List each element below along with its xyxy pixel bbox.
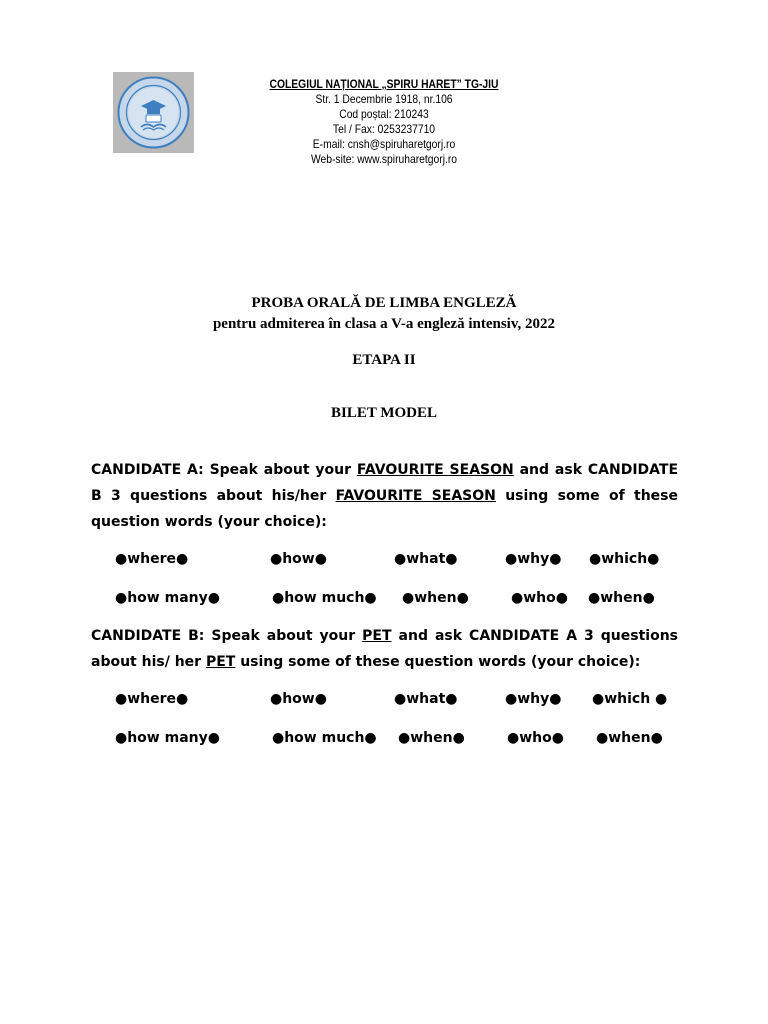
question-word: ●what● <box>394 691 458 707</box>
question-word: ●where● <box>115 551 189 567</box>
question-word: ●when● <box>398 730 465 746</box>
question-word: ●how many● <box>115 730 220 746</box>
candidate-a-instructions: CANDIDATE A: Speak about your FAVOURITE SEASON and ask CANDIDATE B 3 questions about his/her FAVOURITE SEASON using some of these question words (your choice): <box>91 462 679 530</box>
school-address: Str. 1 Decembrie 1918, nr.106 <box>315 92 453 106</box>
question-word: ●how much● <box>272 590 377 606</box>
email: E-mail: cnsh@spiruharetgorj.ro <box>312 137 456 151</box>
candidate-a-label: CANDIDATE A: <box>91 462 204 478</box>
question-word: ●which● <box>589 551 660 567</box>
seal-icon <box>113 72 194 153</box>
question-word: ●how much● <box>272 730 377 746</box>
phone-fax: Tel / Fax: 0253237710 <box>332 122 436 136</box>
candidate-b-instructions: CANDIDATE B: Speak about your PET and ask CANDIDATE A 3 questions about his/ her PET using some of these question words (your choice): <box>91 628 679 670</box>
ticket-title: BILET MODEL <box>330 405 437 421</box>
question-word: ●how many● <box>115 590 220 606</box>
question-word: ●why● <box>505 691 562 707</box>
question-word: ●why● <box>505 551 562 567</box>
question-word: ●where● <box>115 691 189 707</box>
question-word: ●who● <box>511 590 568 606</box>
question-word: ●which ● <box>592 691 668 707</box>
candidate-b-words-row-2 <box>0 729 768 749</box>
postal-code: Cod poștal: 210243 <box>339 107 429 121</box>
question-word: ●how● <box>270 551 327 567</box>
question-word: ●how● <box>270 691 327 707</box>
question-word: ●when● <box>596 730 663 746</box>
question-word: ●when● <box>588 590 655 606</box>
website: Web-site: www.spiruharetgorj.ro <box>310 152 458 166</box>
candidate-b-words-row-1 <box>0 690 768 710</box>
candidate-a-words-row-2 <box>0 589 768 609</box>
school-logo <box>113 72 194 153</box>
question-word: ●what● <box>394 551 458 567</box>
exam-subtitle: pentru admiterea în clasa a V-a engleză intensiv, 2022 <box>212 316 556 332</box>
candidate-a-topic-repeat: FAVOURITE SEASON <box>335 488 496 504</box>
candidate-a-topic: FAVOURITE SEASON <box>356 462 514 478</box>
candidate-b-topic-repeat: PET <box>205 654 236 670</box>
school-name: COLEGIUL NAȚIONAL „SPIRU HARET” TG-JIU <box>269 77 499 91</box>
candidate-b-label: CANDIDATE B: <box>91 628 205 644</box>
question-word: ●who● <box>507 730 564 746</box>
candidate-a-words-row-1 <box>0 550 768 570</box>
exam-stage: ETAPA II <box>352 352 416 368</box>
question-word: ●when● <box>402 590 469 606</box>
candidate-b-topic: PET <box>362 628 392 644</box>
letterhead <box>255 77 513 167</box>
exam-title: PROBA ORALĂ DE LIMBA ENGLEZĂ <box>251 295 517 311</box>
